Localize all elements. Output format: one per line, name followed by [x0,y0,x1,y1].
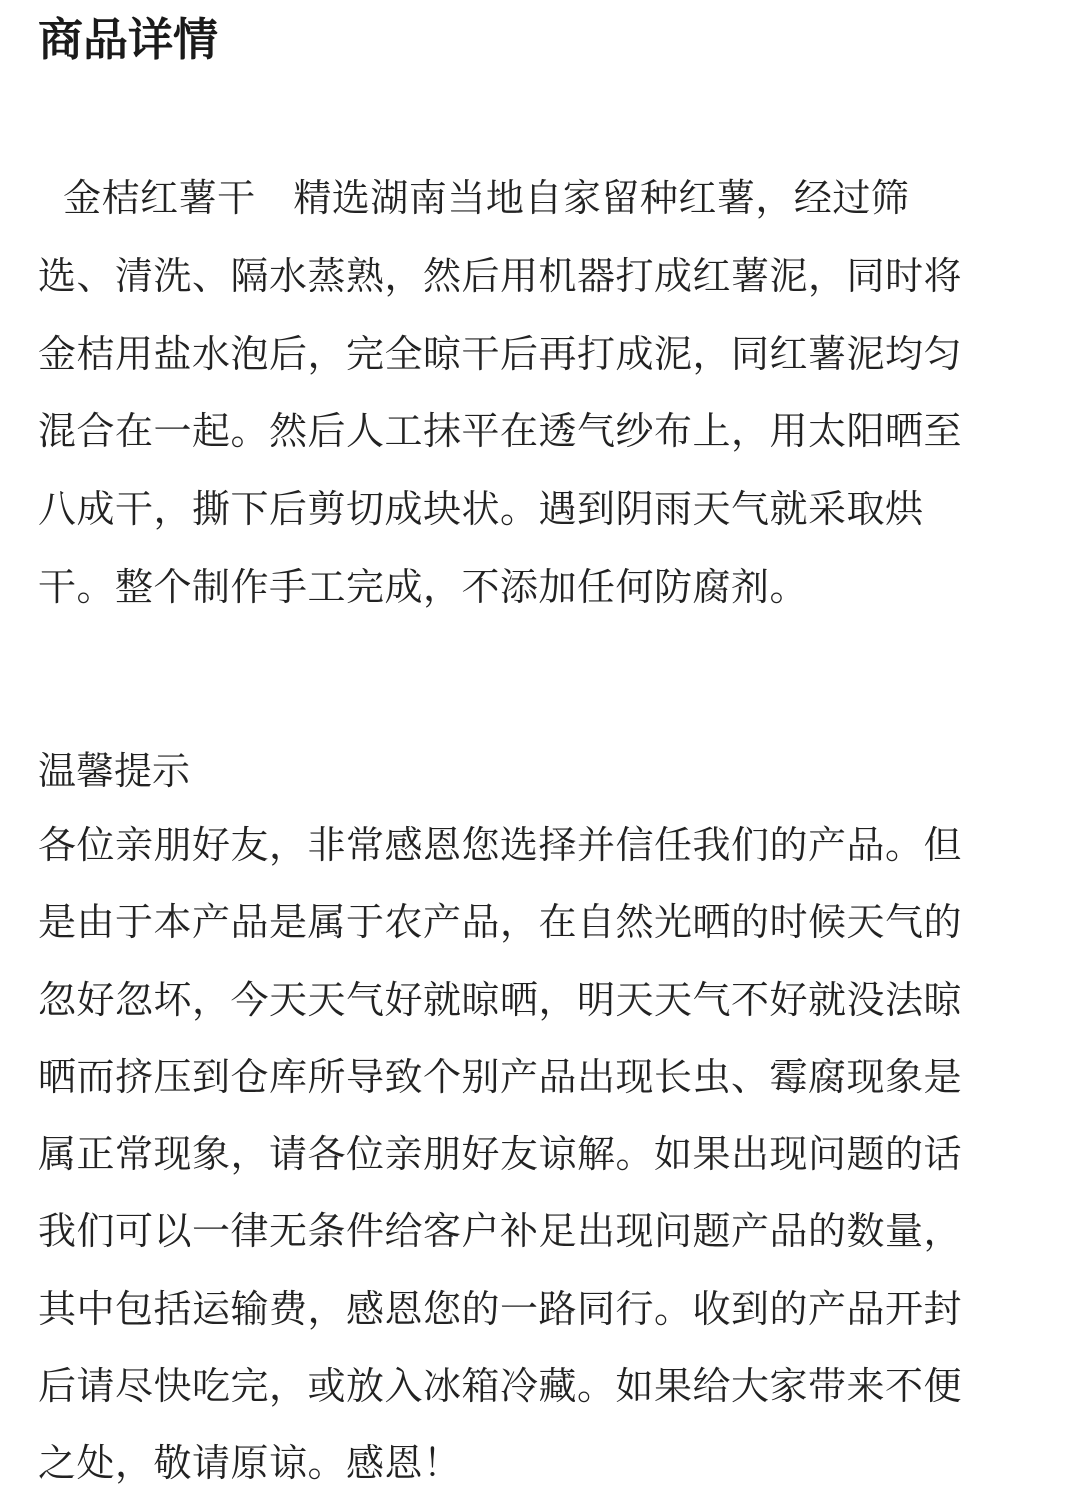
description-line: 金桔红薯干 精选湖南当地自家留种红薯，经过筛 [38,176,910,220]
description-line: 混合在一起。然后人工抹平在透气纱布上，用太阳晒至 [38,409,963,454]
description-line: 金桔用盐水泡后，完全晾干后再打成泥，同红薯泥均匀 [38,331,963,376]
description-line: 干。整个制作手工完成，不添加任何防腐剂。 [38,564,809,609]
tips-line: 晒而挤压到仓库所导致个别产品出现长虫、霉腐现象是 [38,1054,963,1099]
tips-line: 其中包括运输费，感恩您的一路同行。收到的产品开封 [38,1286,963,1331]
tips-line: 之处，敬请原谅。感恩！ [38,1441,462,1486]
tips-text [38,807,1048,1503]
product-description [38,160,1048,627]
tips-line: 忽好忽坏，今天天气好就晾晒，明天天气不好就没法晾 [38,977,963,1022]
tips-line: 后请尽快吃完，或放入冰箱冷藏。如果给大家带来不便 [38,1364,963,1409]
tips-line: 属正常现象，请各位亲朋好友谅解。如果出现问题的话 [38,1132,963,1177]
tips-line: 各位亲朋好友，非常感恩您选择并信任我们的产品。但 [38,823,963,867]
description-line: 选、清洗、隔水蒸熟，然后用机器打成红薯泥，同时将 [38,253,963,298]
page-title: 商品详情 [38,13,219,66]
tips-line: 是由于本产品是属于农产品，在自然光晒的时候天气的 [38,900,963,945]
tips-line: 我们可以一律无条件给客户补足出现问题产品的数量， [38,1209,963,1254]
description-line: 八成干，撕下后剪切成块状。遇到阴雨天气就采取烘 [38,487,924,532]
tips-heading: 温馨提示 [38,749,191,793]
